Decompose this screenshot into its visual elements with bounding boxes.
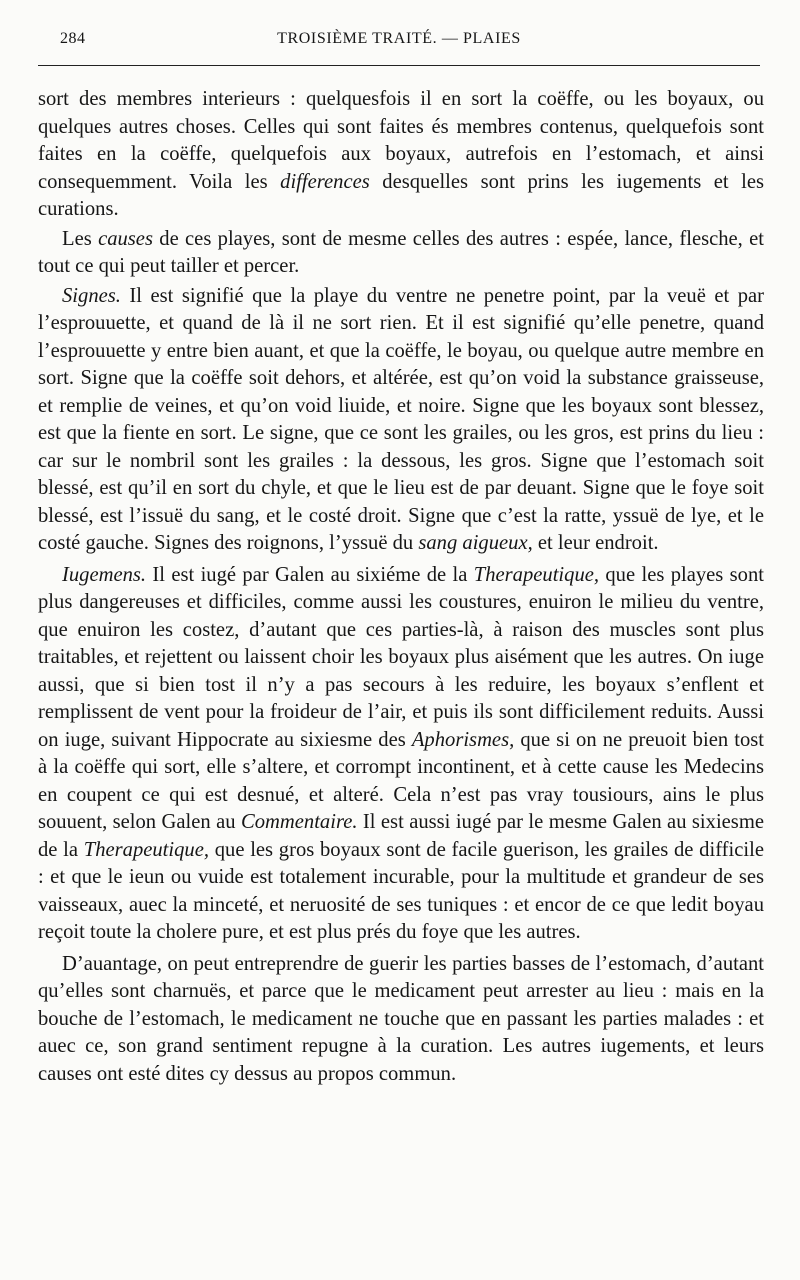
body-text [38,86,764,1088]
header-rule [38,65,760,66]
italic-term: Commentaire. [240,811,358,833]
italic-heading: Signes. [62,284,121,307]
italic-term: Aphorismes, [411,728,515,751]
running-title: TROISIÈME TRAITÉ. — PLAIES [277,30,521,47]
page-number: 284 [60,30,86,47]
page-header [38,28,760,58]
paragraph-differences: sort des membres interieurs : quelquesfois il en sort la coëffe, ou les boyaux, ou quelques autres choses. Celles qui sont faites és membres contenus, quelquefois sont faites en la coëffe, quelquefois aux boyaux, autrefois en l’estomach, et ainsi consequemment. Voila les differences desquelles sont prins les iugements et les curations. [38,88,764,220]
paragraph-iugemens: Iugemens. Il est iugé par Galen au sixiéme de la Therapeutique, que les playes sont plus dangereuses et difficiles, comme aussi les coustures, enuiron le milieu du ventre, que enuiron les costez, d’autant que ces parties-là, à raison des muscles sont plus traitables, et rejettent ou laissent choir les boyaux plus aisément que les autres. On iuge aussi, que si bien tost il n’y a pas secours à les reduire, les boyaux s’enflent et remplissent de vent pour la froideur de l’air, et puis ils sont difficilement reduits. Aussi on iuge, suivant Hippocrate au sixiesme des Aphorismes, que si on ne preuoit bien tost à la coëffe qui sort, elle s’altere, et corrompt incontinent, et à cette cause les Medecins en coupent ce qui est desnué, et alteré. Cela n’est pas vray tousiours, ains le plus souuent, selon Galen au Commentaire. Il est aussi iugé par le mesme Galen au sixiesme de la Therapeutique, que les gros boyaux sont de facile guerison, les grailes de difficile : et que le ieun ou vuide est totalement incurable, pour la multitude et grandeur de ses vaisseaux, auec la minceté, et neruosité de ses tuniques : et encor de ce que ledit boyau reçoit toute la cholere pure, et est plus prés du foye que les autres. [38,563,764,943]
italic-term: differences [280,170,370,193]
italic-term: Therapeutique, [83,838,210,861]
italic-term: Therapeutique, [473,563,600,586]
italic-term: sang aigueux, [418,532,533,554]
paragraph-causes: Les causes de ces playes, sont de mesme celles des autres : espée, lance, flesche, et tout ce qui peut tailler et percer. [38,227,765,277]
italic-term: causes [98,227,153,250]
paragraph-dauantage: D’auantage, on peut entreprendre de guerir les parties basses de l’estomach, d’autant qu’elles sont charnuës, et parce que le medicament peut arrester au lieu : mais en la bouche de l’estomach, le medicament ne touche que en passant les parties malades : et auec ce, son grand sentiment repugne à la curation. Les autres iugements, et leurs causes ont esté dites cy dessus au propos commun. [38,952,764,1085]
italic-heading: Iugemens. [62,563,147,586]
paragraph-signes: Signes. Il est signifié que la playe du ventre ne penetre point, par la veuë et par l’esprouuette, et quand de là il ne sort rien. Et il est signifié qu’elle penetre, quand l’esprouuette y entre bien auant, et que la coëffe, le boyau, ou quelque autre membre en sort. Signe que la coëffe soit dehors, et altérée, est qu’on void la substance graisseuse, et remplie de veines, et qu’on void liuide, et noire. Signe que les boyaux sont blessez, est que la fiente en sort. Le signe, que ce sont les grailes, ou les gros, est prins du lieu : car sur le nombril sont les grailes : la dessous, les gros. Signe que l’estomach soit blessé, est qu’il en sort du chyle, et que le lieu est de par deuant. Signe que le foye soit blessé, est l’issuë du sang, et le costé droit. Signe que c’est la ratte, yssuë de lye, et le costé gauche. Signes des roignons, l’yssuë du sang aigueux, et leur endroit. [38,284,764,554]
